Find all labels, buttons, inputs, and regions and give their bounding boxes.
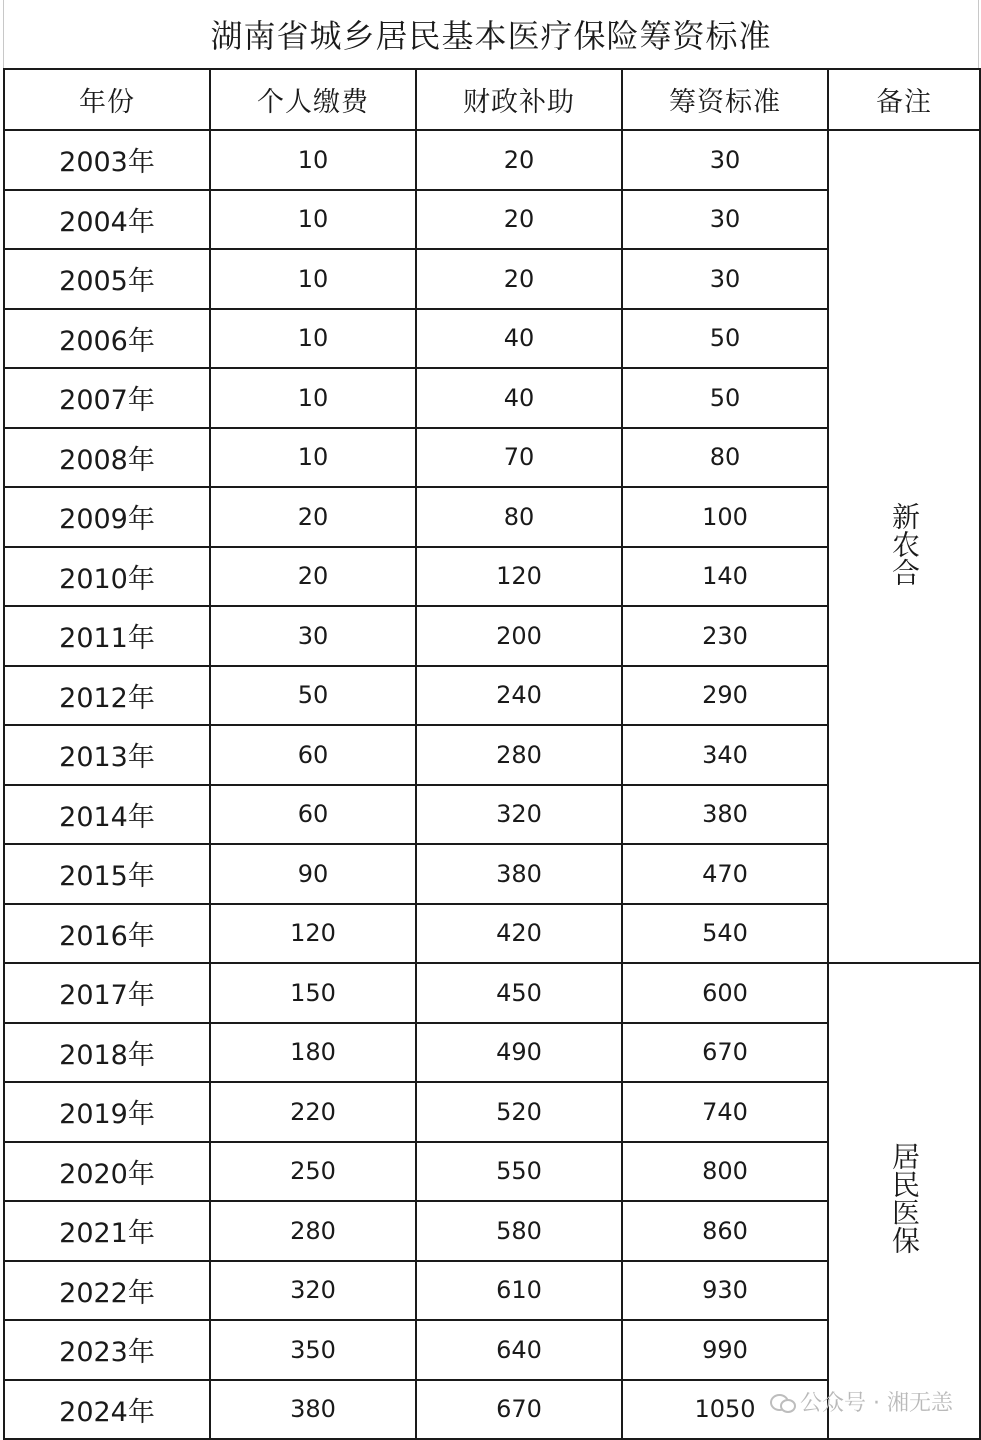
personal-payment-cell: 10 xyxy=(210,190,416,250)
year-cell: 2020年 xyxy=(4,1142,210,1202)
table-header-row xyxy=(4,69,980,130)
personal-payment-cell: 280 xyxy=(210,1201,416,1261)
personal-payment-cell: 180 xyxy=(210,1023,416,1083)
fiscal-subsidy-cell: 320 xyxy=(416,785,622,845)
year-cell: 2012年 xyxy=(4,666,210,726)
fiscal-subsidy-cell: 640 xyxy=(416,1320,622,1380)
fiscal-subsidy-cell: 240 xyxy=(416,666,622,726)
year-cell: 2003年 xyxy=(4,130,210,190)
fiscal-subsidy-cell: 380 xyxy=(416,844,622,904)
funding-standard-cell: 100 xyxy=(622,487,828,547)
year-cell: 2018年 xyxy=(4,1023,210,1083)
fiscal-subsidy-cell: 80 xyxy=(416,487,622,547)
personal-payment-cell: 10 xyxy=(210,309,416,369)
funding-standard-cell: 50 xyxy=(622,368,828,428)
personal-payment-cell: 10 xyxy=(210,428,416,488)
watermark-text: 公众号 · 湘无恙 xyxy=(800,1391,953,1416)
fiscal-subsidy-cell: 450 xyxy=(416,963,622,1023)
funding-standard-cell: 290 xyxy=(622,666,828,726)
personal-payment-cell: 90 xyxy=(210,844,416,904)
personal-payment-cell: 250 xyxy=(210,1142,416,1202)
funding-standard-cell: 600 xyxy=(622,963,828,1023)
year-cell: 2006年 xyxy=(4,309,210,369)
personal-payment-cell: 120 xyxy=(210,904,416,964)
funding-standard-cell: 860 xyxy=(622,1201,828,1261)
funding-standard-table xyxy=(3,68,981,1440)
year-cell: 2004年 xyxy=(4,190,210,250)
year-cell: 2024年 xyxy=(4,1380,210,1440)
header-fiscal-subsidy: 财政补助 xyxy=(416,69,622,130)
funding-standard-cell: 740 xyxy=(622,1082,828,1142)
funding-standard-cell: 30 xyxy=(622,190,828,250)
year-cell: 2022年 xyxy=(4,1261,210,1321)
funding-standard-cell: 990 xyxy=(622,1320,828,1380)
year-cell: 2009年 xyxy=(4,487,210,547)
funding-standard-cell: 380 xyxy=(622,785,828,845)
funding-standard-cell: 80 xyxy=(622,428,828,488)
remarks-label: 居民医保 xyxy=(888,1142,921,1254)
remarks-cell xyxy=(828,130,980,963)
fiscal-subsidy-cell: 610 xyxy=(416,1261,622,1321)
table-body xyxy=(4,130,980,1439)
year-cell: 2013年 xyxy=(4,725,210,785)
funding-standard-cell: 230 xyxy=(622,606,828,666)
fiscal-subsidy-cell: 670 xyxy=(416,1380,622,1440)
personal-payment-cell: 50 xyxy=(210,666,416,726)
funding-standard-cell: 800 xyxy=(622,1142,828,1202)
fiscal-subsidy-cell: 120 xyxy=(416,547,622,607)
table-row xyxy=(4,963,980,1023)
fiscal-subsidy-cell: 20 xyxy=(416,249,622,309)
remarks-cell xyxy=(828,963,980,1439)
funding-standard-cell: 670 xyxy=(622,1023,828,1083)
personal-payment-cell: 20 xyxy=(210,487,416,547)
personal-payment-cell: 350 xyxy=(210,1320,416,1380)
funding-standard-cell: 50 xyxy=(622,309,828,369)
year-cell: 2014年 xyxy=(4,785,210,845)
funding-standard-cell: 930 xyxy=(622,1261,828,1321)
fiscal-subsidy-cell: 280 xyxy=(416,725,622,785)
personal-payment-cell: 60 xyxy=(210,785,416,845)
funding-standard-cell: 340 xyxy=(622,725,828,785)
header-remarks: 备注 xyxy=(828,69,980,130)
fiscal-subsidy-cell: 20 xyxy=(416,190,622,250)
table-row xyxy=(4,130,980,190)
personal-payment-cell: 10 xyxy=(210,368,416,428)
fiscal-subsidy-cell: 420 xyxy=(416,904,622,964)
funding-standard-cell: 30 xyxy=(622,130,828,190)
page-title: 湖南省城乡居民基本医疗保险筹资标准 xyxy=(3,0,979,68)
personal-payment-cell: 220 xyxy=(210,1082,416,1142)
fiscal-subsidy-cell: 70 xyxy=(416,428,622,488)
personal-payment-cell: 320 xyxy=(210,1261,416,1321)
funding-standard-cell: 140 xyxy=(622,547,828,607)
fiscal-subsidy-cell: 580 xyxy=(416,1201,622,1261)
year-cell: 2008年 xyxy=(4,428,210,488)
year-cell: 2021年 xyxy=(4,1201,210,1261)
personal-payment-cell: 60 xyxy=(210,725,416,785)
personal-payment-cell: 30 xyxy=(210,606,416,666)
fiscal-subsidy-cell: 40 xyxy=(416,309,622,369)
fiscal-subsidy-cell: 550 xyxy=(416,1142,622,1202)
funding-standard-cell: 1050 xyxy=(622,1380,828,1440)
year-cell: 2023年 xyxy=(4,1320,210,1380)
personal-payment-cell: 10 xyxy=(210,249,416,309)
wechat-icon xyxy=(770,1391,794,1413)
remarks-label: 新农合 xyxy=(888,501,921,586)
personal-payment-cell: 380 xyxy=(210,1380,416,1440)
year-cell: 2010年 xyxy=(4,547,210,607)
fiscal-subsidy-cell: 200 xyxy=(416,606,622,666)
header-personal-payment: 个人缴费 xyxy=(210,69,416,130)
year-cell: 2019年 xyxy=(4,1082,210,1142)
funding-standard-cell: 30 xyxy=(622,249,828,309)
year-cell: 2015年 xyxy=(4,844,210,904)
funding-standard-cell: 540 xyxy=(622,904,828,964)
personal-payment-cell: 150 xyxy=(210,963,416,1023)
funding-standard-cell: 470 xyxy=(622,844,828,904)
fiscal-subsidy-cell: 520 xyxy=(416,1082,622,1142)
year-cell: 2017年 xyxy=(4,963,210,1023)
year-cell: 2016年 xyxy=(4,904,210,964)
watermark xyxy=(770,1386,953,1417)
personal-payment-cell: 10 xyxy=(210,130,416,190)
year-cell: 2011年 xyxy=(4,606,210,666)
fiscal-subsidy-cell: 490 xyxy=(416,1023,622,1083)
personal-payment-cell: 20 xyxy=(210,547,416,607)
fiscal-subsidy-cell: 20 xyxy=(416,130,622,190)
header-funding-standard: 筹资标准 xyxy=(622,69,828,130)
header-year: 年份 xyxy=(4,69,210,130)
year-cell: 2007年 xyxy=(4,368,210,428)
year-cell: 2005年 xyxy=(4,249,210,309)
fiscal-subsidy-cell: 40 xyxy=(416,368,622,428)
